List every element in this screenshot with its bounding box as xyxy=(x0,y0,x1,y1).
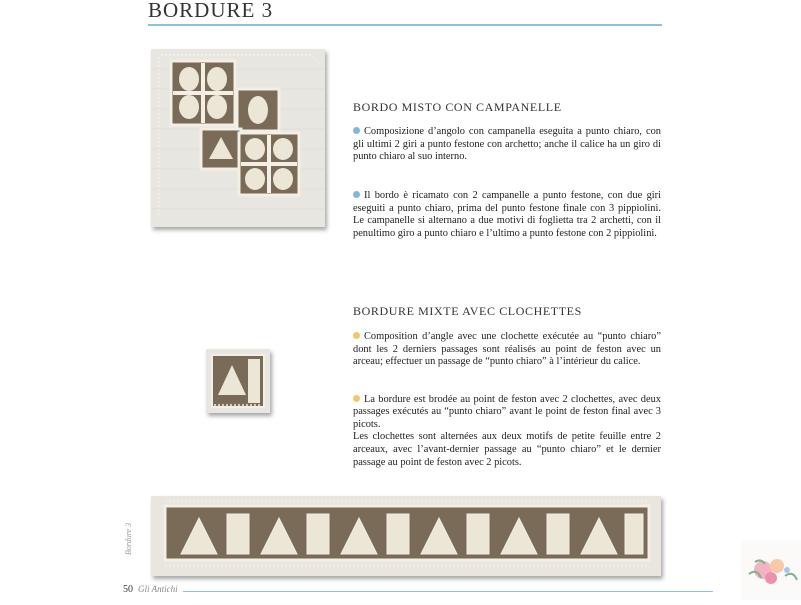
book-title: Gli Antichi xyxy=(138,584,178,594)
yellow-bullet-icon xyxy=(353,395,360,402)
embroidery-small-corner-photo xyxy=(206,349,270,413)
blue-bullet-icon xyxy=(353,191,360,198)
paragraph-french-1: Composition d’angle avec une clochette exécutée au “punto chiaro” dont les 2 derniers passages sont réalisés au point de feston avec un arceau; effectuer un passage de “punto chiaro” à l’intérieur du calice. xyxy=(353,331,661,368)
section-heading-italian: BORDO MISTO CON CAMPANELLE xyxy=(353,100,562,114)
side-running-text: Bordure 3 xyxy=(124,522,133,555)
embroidery-border-image xyxy=(151,496,661,576)
yellow-bullet-icon xyxy=(353,332,360,339)
paragraph-french-2: La bordure est brodée au point de feston avec 2 clochettes, avec deux passages exécutés au “punto chiaro” avant le point de feston final avec 3 picots. Les clochettes sont alternées aux deux motifs de petite feuille entre 2 arceaux, avec l’avant-dernier passage au “punto chiaro” et le dernier passage au point de feston avec 2 picots. xyxy=(353,393,661,468)
title-rule xyxy=(148,24,662,26)
page-title: BORDURE 3 xyxy=(148,0,274,22)
embroidery-corner-photo xyxy=(151,49,325,227)
embroidery-corner-image xyxy=(151,49,325,227)
section-heading-french: BORDURE MIXTE AVEC CLOCHETTES xyxy=(353,304,582,318)
blue-bullet-icon xyxy=(353,127,360,134)
paragraph-italian-1: Composizione d’angolo con campanella eseguita a punto chiaro, con gli ultimi 2 giri a punto festone con archetto; anche il calice ha un giro di punto chiaro al suo interno. xyxy=(353,126,661,163)
paragraph-italian-2: Il bordo è ricamato con 2 campanelle a punto festone, con due giri eseguiti a punto chiaro, prima del punto festone finale con 3 pippiolini. Le campanelle si alternano a due motivi di foglietta tra 2 archetti, con il penultimo giro a punto chiaro e l’ultimo a punto festone con 2 pippiolini. xyxy=(353,190,661,239)
flower-decoration-icon xyxy=(741,540,801,600)
footer-rule xyxy=(183,591,713,592)
embroidery-border-strip-photo xyxy=(151,496,661,576)
page-number: 50 xyxy=(123,584,133,595)
embroidery-small-image xyxy=(206,349,270,413)
